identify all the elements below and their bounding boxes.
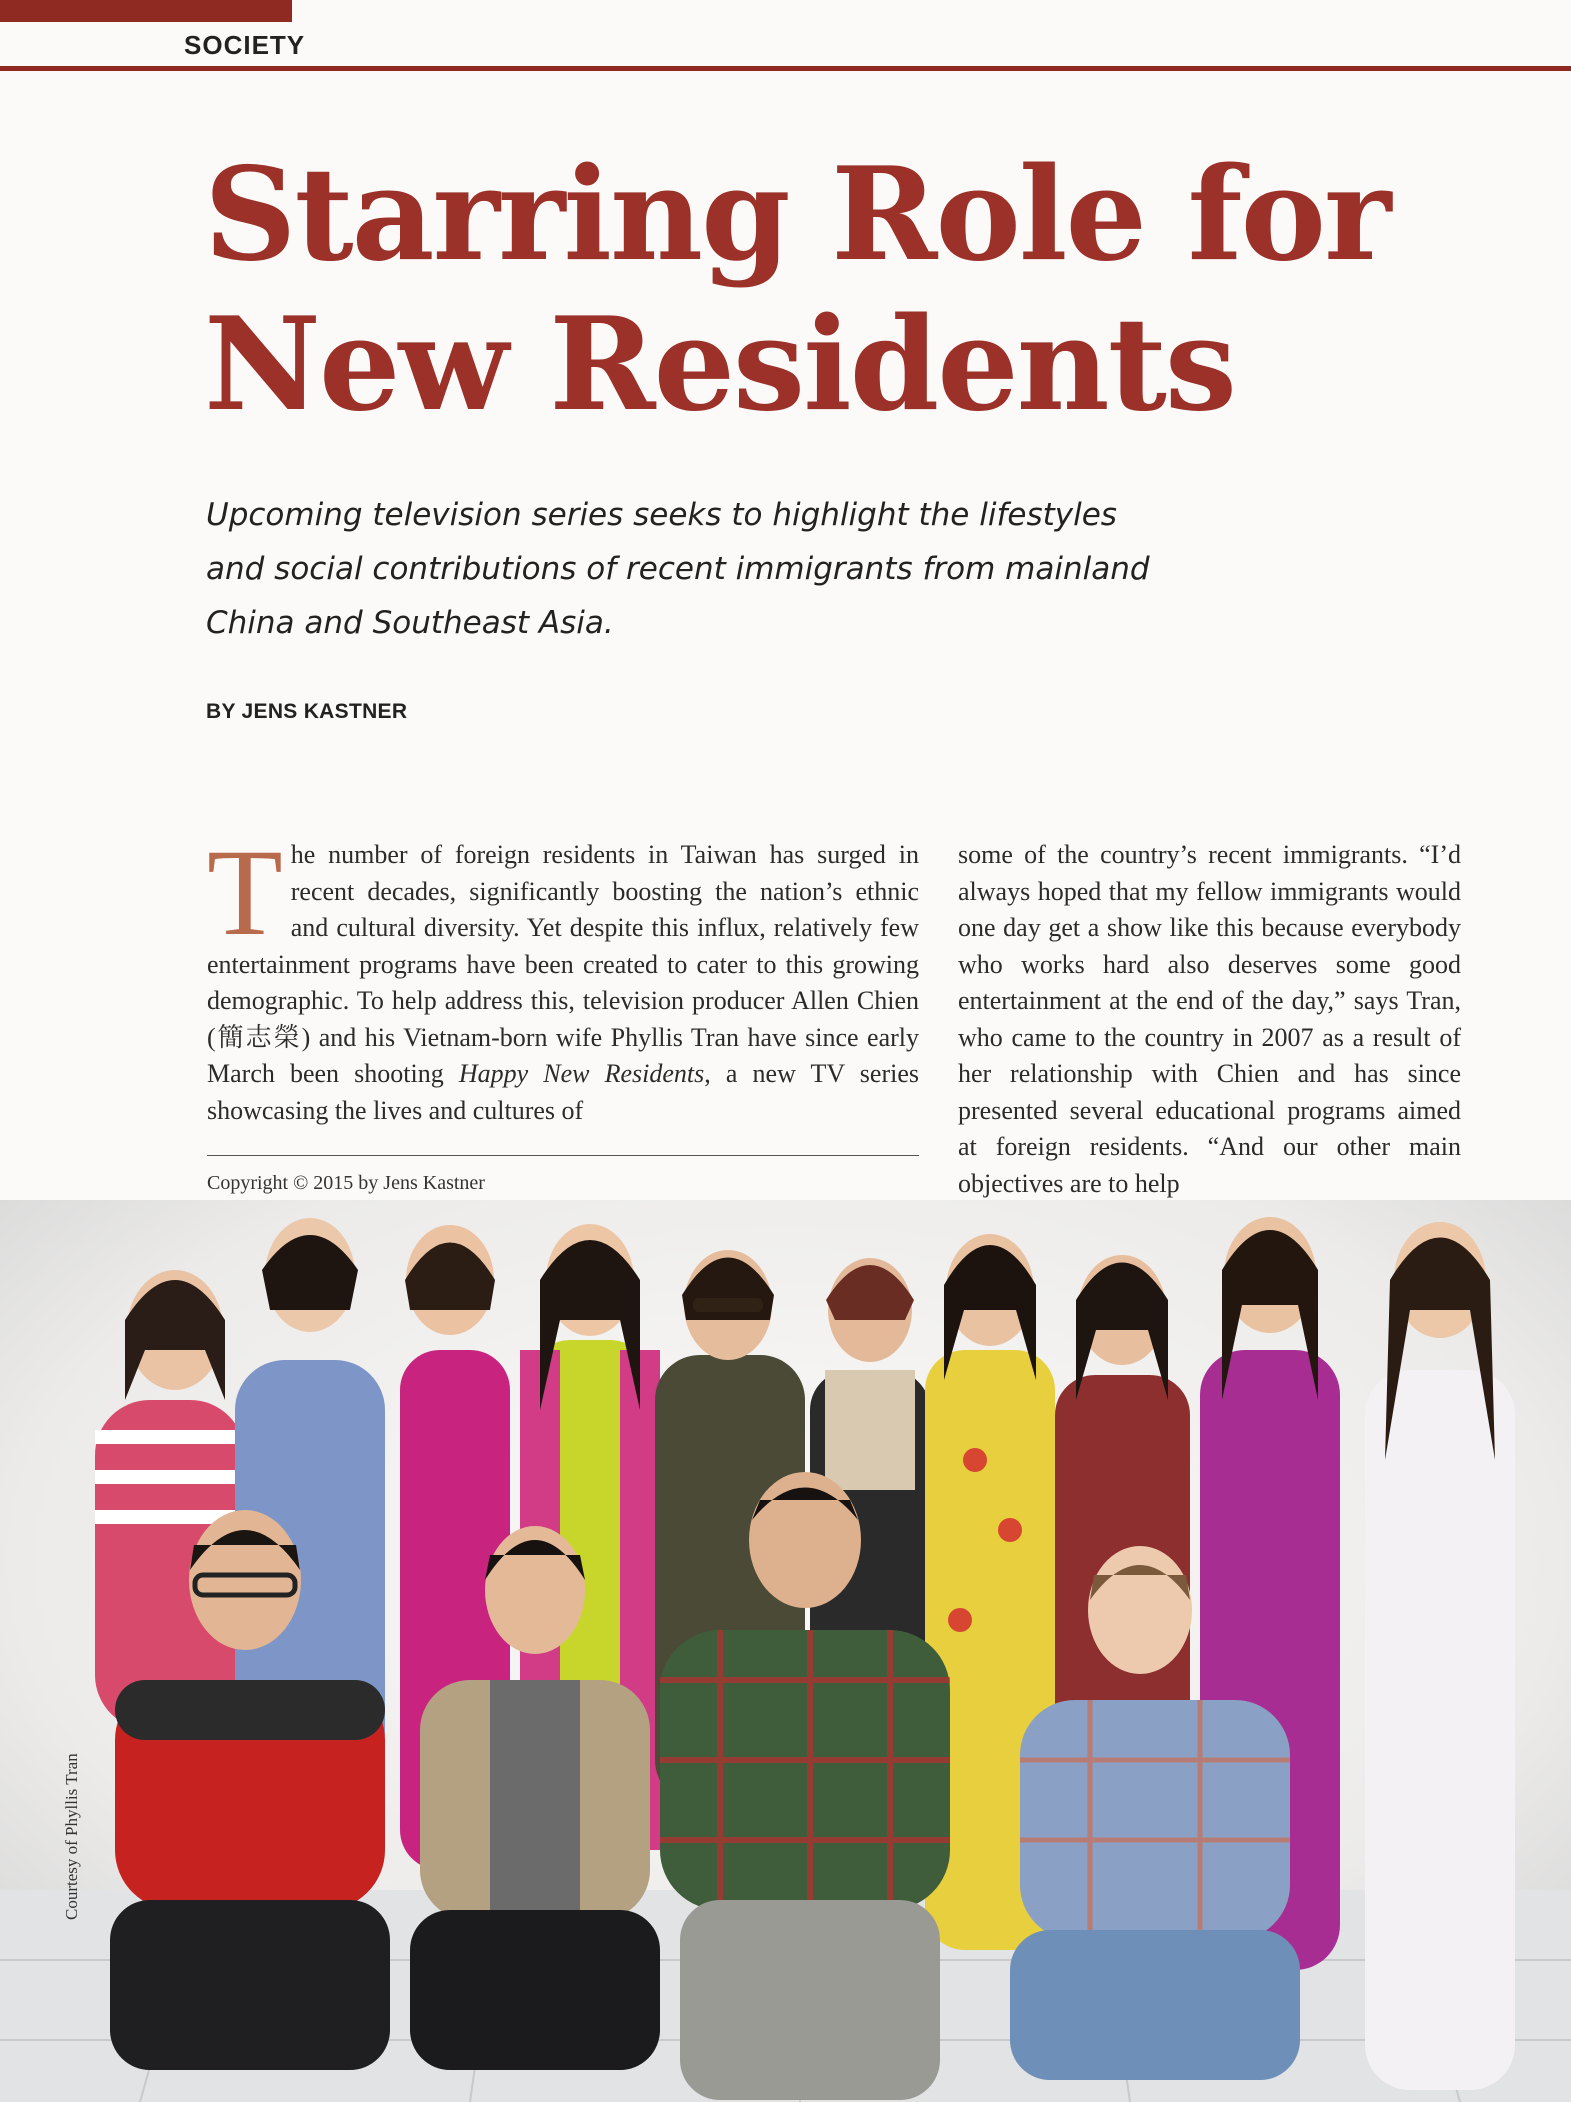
show-title: Happy New Residents [458, 1059, 705, 1088]
article-text-part-1: he number of foreign residents in Taiwan has surged in recent decades, significantly boosting the nation’s ethnic and cultural diversity. Yet despite this influx, relatively few entertainment programs have been created to cater to this growing demographic. To help address this, television producer Allen Chien (簡志榮) and his Vietnam-born wife Phyllis Tran have since early March been shooting [207, 840, 919, 1088]
headline [204, 140, 1504, 440]
photo-credit: Courtesy of Phyllis Tran [62, 1753, 81, 1920]
copyright-rule [207, 1155, 919, 1156]
group-photo [0, 1200, 1571, 2102]
section-tab [0, 0, 292, 22]
drop-cap: T [207, 824, 283, 961]
copyright-line: Copyright © 2015 by Jens Kastner [207, 1172, 485, 1194]
headline-line-2: New Residents [204, 290, 1235, 440]
top-rule [0, 66, 1571, 71]
group-photo-illustration [0, 1200, 1571, 2102]
article-column-right: some of the country’s recent immigrants. “I’d always hoped that my fellow immigrants would one day get a show like this because everybody who works hard also deserves some good entertainment at the end of the day,” says Tran, who came to the country in 2007 as a result of her relationship with Chien and has since presented several educational programs aimed at foreign residents. “And our other main objectives are to help [958, 840, 1461, 1198]
headline-line-1: Starring Role for [204, 140, 1390, 290]
section-label: SOCIETY [184, 30, 306, 60]
dek: Upcoming television series seeks to highlight the lifestyles and social contributions of recent immigrants from mainland China and Southeast Asia. [206, 497, 1150, 641]
byline: BY JENS KASTNER [206, 700, 408, 723]
article-text-part-2: , a new TV series showcasing the lives and cultures of [207, 1059, 919, 1125]
article-column-left [207, 824, 919, 1129]
